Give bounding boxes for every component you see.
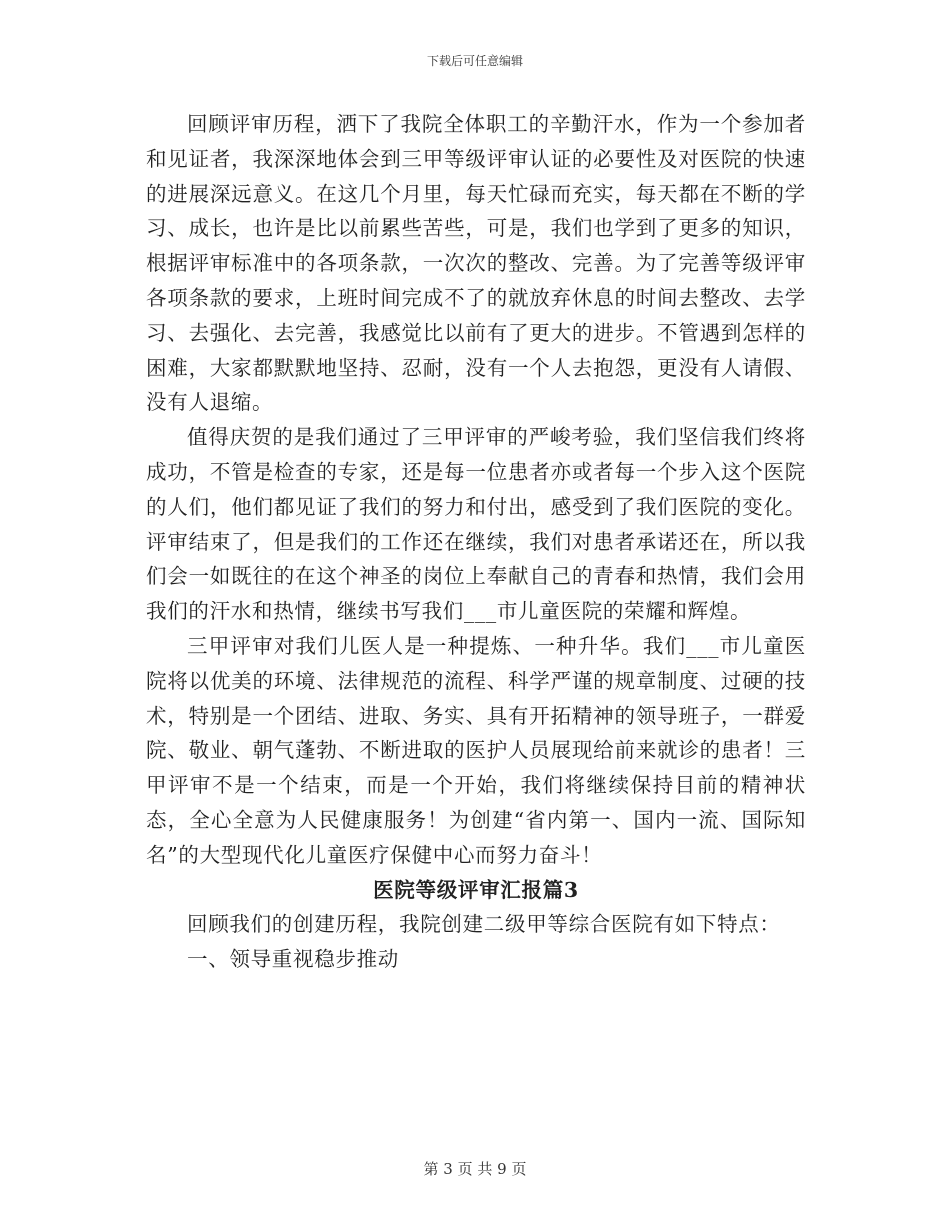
page-number: 第 3 页 共 9 页	[423, 1160, 527, 1178]
paragraph-creation-history: 回顾我们的创建历程，我院创建二级甲等综合医院有如下特点：	[187, 912, 781, 937]
section-title: 医院等级评审汇报篇3	[373, 877, 579, 902]
paragraph-review-process: 回顾评审历程，洒下了我院全体职工的辛勤汗水，作为一个参加者和见证者，我深深地体会到三甲等级评审认证的必要性及对医院的快速的进展深远意义。在这几个月里，每天忙碌而充实，每天都在不断的学习、成长，也许是比以前累些苦些，可是，我们也学到了更多的知识，根据评审标准中的各项条款，一次次的整改、完善。为了完善等级评审各项条款的要求，上班时间完成不了的就放弃休息的时间去整改、去学习、去强化、去完善，我感觉比以前有了更大的进步。不管遇到怎样的困难，大家都默默地坚持、忍耐，没有一个人去抱怨，更没有人请假、没有人退缩。	[146, 112, 806, 415]
paragraph-sublimation: 三甲评审对我们儿医人是一种提炼、一种升华。我们___市儿童医院将以优美的环境、法律规范的流程、科学严谨的规章制度、过硬的技术，特别是一个团结、进取、务实、具有开拓精神的领导班子，一群爱院、敬业、朝气蓬勃、不断进取的医护人员展现给前来就诊的患者！三甲评审不是一个结束，而是一个开始，我们将继续保持目前的精神状态，全心全意为人民健康服务！为创建“省内第一、国内一流、国际知名”的大型现代化儿童医疗保健中心而努力奋斗！	[146, 633, 806, 867]
document-body	[146, 107, 806, 977]
paragraph-point-one: 一、领导重视稳步推动	[187, 947, 399, 972]
paragraph-celebration: 值得庆贺的是我们通过了三甲评审的严峻考验，我们坚信我们终将成功，不管是检查的专家，还是每一位患者亦或者每一个步入这个医院的人们，他们都见证了我们的努力和付出，感受到了我们医院的变化。评审结束了，但是我们的工作还在继续，我们对患者承诺还在，所以我们会一如既往的在这个神圣的岗位上奉献自己的青春和热情，我们会用我们的汗水和热情，继续书写我们___市儿童医院的荣耀和辉煌。	[146, 425, 806, 624]
page-header: 下载后可任意编辑	[426, 54, 523, 68]
